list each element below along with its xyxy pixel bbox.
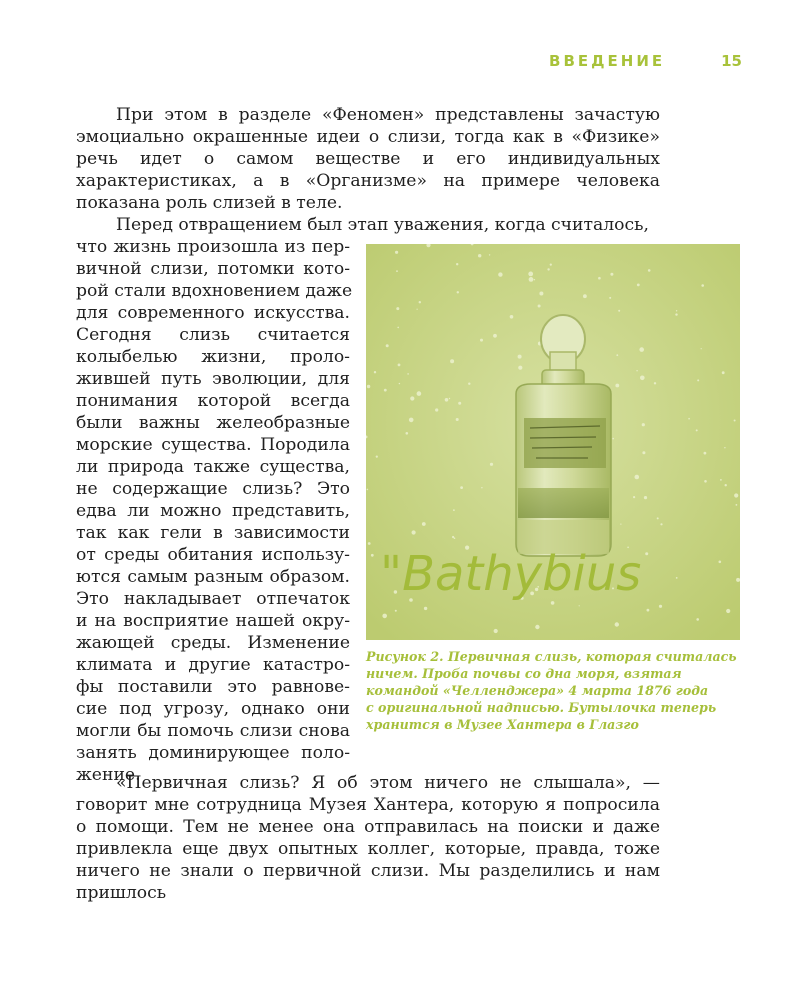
page-number: 15 [721,52,742,70]
running-header [0,52,742,70]
column-line: что жизнь произошла из пер- [76,237,350,257]
column-line: были важны желеобразные [76,413,350,433]
figure-bathybius-bottle [366,244,740,640]
column-line: понимания которой всегда [76,391,350,411]
section-title: ВВЕДЕНИЕ [549,52,666,70]
column-line: рой стали вдохновением даже [76,281,353,301]
column-line: колыбелью жизни, проло- [76,347,350,367]
column-line: сие под угрозу, однако они [76,699,350,719]
column-line: от среды обитания использу- [76,545,350,565]
paragraph-2-first-line: Перед отвращением был этап уважения, когда считалось, [116,215,649,235]
column-line: морские существа. Породила [76,435,350,455]
column-line: Сегодня слизь считается [76,325,350,345]
handwritten-label: "Bathybius [380,546,642,602]
caption-line: ничем. Проба почвы со дна моря, взятая [366,666,682,681]
column-line: и на восприятие нашей окру- [76,611,350,631]
caption-line: Рисунок 2. Первичная слизь, которая считалась [366,649,737,664]
paragraph-1: При этом в разделе «Феномен» представлены зачастую эмоциально окрашенные идеи о слизи, тогда как в «Физике» речь идет о самом веществе и его индивидуальных характеристиках, а в «Организме» на примере человека показана роль слизей в теле. [76,105,660,213]
column-line: занять доминирующее поло- [76,743,350,763]
column-line: для современного искусства. [76,303,350,323]
column-line: жившей путь эволюции, для [76,369,350,389]
column-line: фы поставили это равнове- [76,677,350,697]
figure-caption [366,648,746,733]
column-line: ли природа также существа, [76,457,350,477]
column-line: жение. [76,765,141,785]
column-line: могли бы помочь слизи снова [76,721,350,741]
column-line: так как гели в зависимости [76,523,350,543]
column-line: жающей среды. Изменение [76,633,350,653]
caption-line: хранится в Музее Хантера в Глазго [366,717,639,732]
column-line: вичной слизи, потомки кото- [76,259,350,279]
caption-line: с оригинальной надписью. Бутылочка теперь [366,700,717,715]
paragraph-3: «Первичная слизь? Я об этом ничего не слышала», — говорит мне сотрудница Музея Хантера, которую я попросила о помощи. Тем не менее она отправилась на поиски и даже привлекла еще двух опытных коллег, которые, правда, тоже ничего не знали о первичной слизи. Мы разделились и нам пришлось [76,773,660,903]
column-line: не содержащие слизь? Это [76,479,350,499]
column-line: ются самым разным образом. [76,567,350,587]
column-line: климата и другие катастро- [76,655,350,675]
wrapped-text-column [76,236,353,786]
caption-line: командой «Челленджера» 4 марта 1876 года [366,683,709,698]
column-line: Это накладывает отпечаток [76,589,350,609]
column-line: едва ли можно представить, [76,501,350,521]
bottle-photo [366,244,740,640]
